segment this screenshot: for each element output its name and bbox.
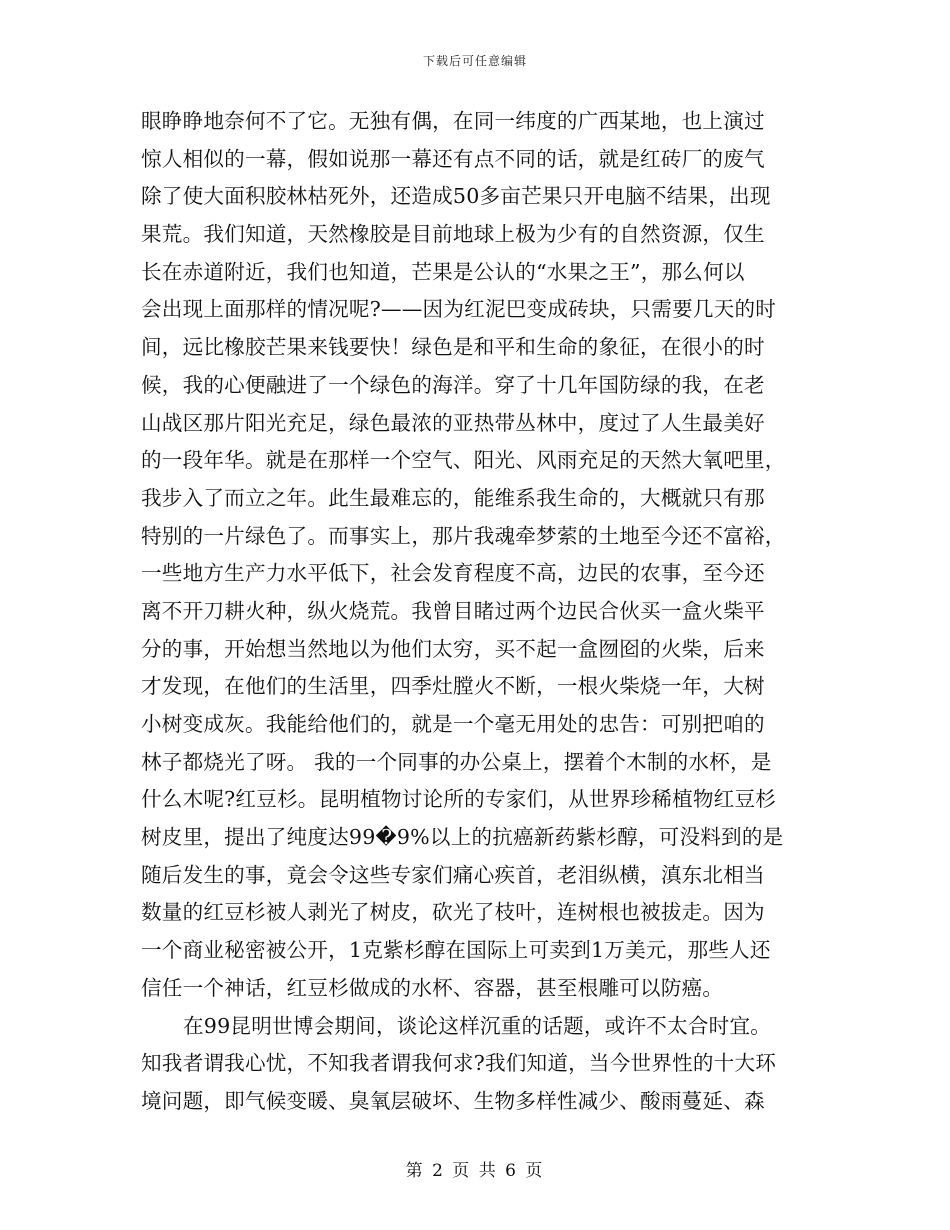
text-line: 才发现，在他们的生活里，四季灶膛火不断，一根火柴烧一年，大树 [141, 674, 765, 699]
text-line: 候，我的心便融进了一个绿色的海洋。穿了十几年国防绿的我，在老 [141, 372, 765, 397]
text-line: 山战区那片阳光充足，绿色最浓的亚热带丛林中，度过了人生最美好 [141, 410, 765, 435]
text-line: 除了使大面积胶林枯死外，还造成50多亩芒果只开电脑不结果，出现 [141, 184, 771, 209]
paragraph-first-line: 在99昆明世博会期间，谈论这样沉重的话题，或许不太合时宜。 [183, 1013, 772, 1038]
text-line: 一些地方生产力水平低下，社会发育程度不高，边民的农事，至今还 [141, 561, 765, 586]
text-line: 树皮里，提出了纯度达99�9%以上的抗癌新药紫杉醇，可没料到的是 [141, 825, 784, 850]
page-number: 第 2 页 共 6 页 [405, 1161, 545, 1181]
text-line: 果荒。我们知道，天然橡胶是目前地球上极为少有的自然资源，仅生 [141, 222, 765, 247]
text-line: 知我者谓我心忧，不知我者谓我何求?我们知道，当今世界性的十大环 [141, 1051, 777, 1076]
text-line: 长在赤道附近，我们也知道，芒果是公认的“水果之王”，那么何以 [141, 259, 745, 284]
text-line: 我步入了而立之年。此生最难忘的，能维系我生命的，大概就只有那 [141, 485, 765, 510]
text-line: 惊人相似的一幕，假如说那一幕还有点不同的话，就是红砖厂的废气 [141, 146, 765, 171]
text-line: 数量的红豆杉被人剥光了树皮，砍光了枝叶，连树根也被拔走。因为 [141, 900, 765, 925]
body-text [141, 103, 811, 1121]
text-line: 间，远比橡胶芒果来钱要快！绿色是和平和生命的象征，在很小的时 [141, 335, 765, 360]
text-line: 一个商业秘密被公开，1克紫杉醇在国际上可卖到1万美元，那些人还 [141, 938, 771, 963]
text-line: 分的事，开始想当然地以为他们太穷，买不起一盒囫囵的火柴，后来 [141, 636, 765, 661]
text-line: 境问题，即气候变暖、臭氧层破坏、生物多样性减少、酸雨蔓延、森 [141, 1088, 765, 1113]
text-line: 小树变成灰。我能给他们的，就是一个毫无用处的忠告：可别把咱的 [141, 712, 765, 736]
text-line: 信任一个神话，红豆杉做成的水杯、容器，甚至根雕可以防癌。 [141, 975, 724, 1000]
text-line: 随后发生的事，竟会令这些专家们痛心疾首，老泪纵横，滇东北相当 [141, 862, 765, 887]
text-line: 什么木呢?红豆杉。昆明植物讨论所的专家们，从世界珍稀植物红豆杉 [141, 787, 777, 812]
page-header: 下载后可任意编辑 [422, 54, 527, 68]
text-line: 离不开刀耕火种，纵火烧荒。我曾目睹过两个边民合伙买一盒火柴平 [141, 598, 765, 623]
text-line: 林子都烧光了呀。 我的一个同事的办公桌上，摆着个木制的水杯，是 [141, 749, 772, 774]
text-line: 眼睁睁地奈何不了它。无独有偶，在同一纬度的广西某地，也上演过 [141, 109, 765, 133]
text-line: 会出现上面那样的情况呢?——因为红泥巴变成砖块，只需要几天的时 [141, 297, 777, 322]
text-line: 的一段年华。就是在那样一个空气、阳光、风雨充足的天然大氧吧里， [141, 448, 786, 473]
text-line: 特别的一片绿色了。而事实上，那片我魂牵梦萦的土地至今还不富裕， [141, 523, 786, 548]
